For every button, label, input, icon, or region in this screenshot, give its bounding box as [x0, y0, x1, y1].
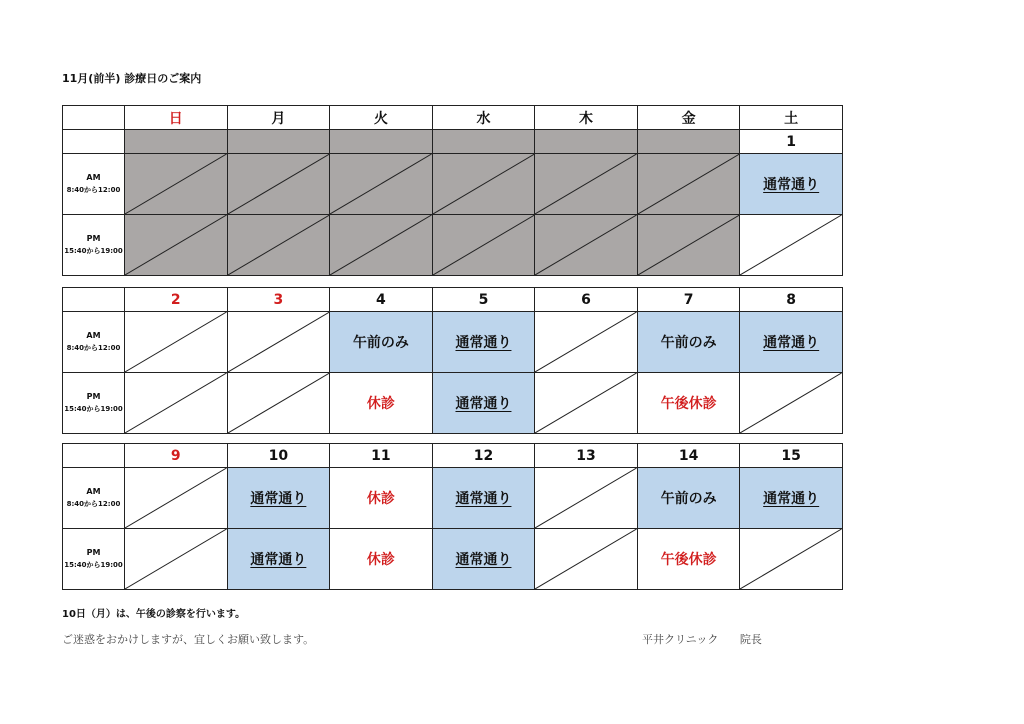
schedule-cell-grey	[330, 154, 433, 215]
schedule-cell-grey	[637, 215, 740, 276]
date-row-label-cell	[63, 288, 125, 312]
schedule-cell-closed	[330, 529, 433, 590]
date-cell: 1	[740, 130, 843, 154]
page-title: 11月(前半) 診療日のご案内	[62, 72, 202, 85]
date-cell	[125, 130, 228, 154]
date-cell	[637, 130, 740, 154]
schedule-status: 休診	[366, 491, 395, 507]
date-cell: 12	[432, 444, 535, 468]
diagonal-strike	[535, 154, 637, 214]
diagonal-strike	[125, 468, 227, 528]
pm-hours: 15:40から19:00	[64, 247, 123, 255]
date-cell: 15	[740, 444, 843, 468]
date-cell: 10	[227, 444, 330, 468]
diagonal-strike	[125, 529, 227, 589]
schedule-cell-closed	[637, 529, 740, 590]
schedule-cell-none	[125, 312, 228, 373]
schedule-table-week-3	[62, 443, 843, 590]
schedule-cell-none	[535, 529, 638, 590]
date-row-label-cell	[63, 444, 125, 468]
diagonal-strike	[228, 373, 330, 433]
schedule-cell-blue	[227, 468, 330, 529]
schedule-cell-closed	[330, 373, 433, 434]
diagonal-strike	[535, 312, 637, 372]
schedule-cell-grey	[330, 215, 433, 276]
schedule-cell-none	[740, 373, 843, 434]
schedule-table-week-1	[62, 105, 843, 276]
schedule-cell-grey	[125, 215, 228, 276]
diagonal-strike	[535, 215, 637, 275]
schedule-cell-none	[125, 529, 228, 590]
date-cell	[330, 130, 433, 154]
schedule-status: 午後休診	[660, 552, 717, 568]
diagonal-strike	[228, 154, 330, 214]
corner-cell	[63, 106, 125, 130]
pm-hours: 15:40から19:00	[64, 405, 123, 413]
date-cell: 3	[227, 288, 330, 312]
am-label: AM	[86, 331, 101, 340]
schedule-status: 午前のみ	[352, 335, 409, 351]
schedule-status: 午後休診	[660, 396, 717, 412]
schedule-cell-none	[535, 312, 638, 373]
schedule-cell-grey	[637, 154, 740, 215]
diagonal-strike	[433, 154, 535, 214]
schedule-cell-grey	[535, 215, 638, 276]
pm-label-cell	[63, 373, 125, 434]
notice-text: ご迷惑をおかけしますが、宜しくお願い致します。	[62, 633, 315, 646]
schedule-cell-blue	[227, 529, 330, 590]
schedule-status: 通常通り	[455, 396, 512, 412]
diagonal-strike	[228, 312, 330, 372]
schedule-cell-none	[740, 529, 843, 590]
weekday-mon: 月	[227, 106, 330, 130]
date-row	[63, 444, 843, 468]
schedule-cell-grey	[227, 215, 330, 276]
schedule-cell-none	[535, 468, 638, 529]
diagonal-strike	[740, 373, 842, 433]
schedule-status: 午前のみ	[660, 335, 717, 351]
am-label-cell	[63, 468, 125, 529]
schedule-cell-closed	[330, 468, 433, 529]
schedule-cell-grey	[432, 154, 535, 215]
date-cell: 4	[330, 288, 433, 312]
weekday-thu: 木	[535, 106, 638, 130]
schedule-status: 通常通り	[763, 177, 820, 193]
pm-label: PM	[86, 234, 101, 243]
schedule-cell-grey	[125, 154, 228, 215]
pm-row	[63, 373, 843, 434]
schedule-cell-blue	[432, 312, 535, 373]
schedule-cell-closed	[637, 373, 740, 434]
date-cell: 9	[125, 444, 228, 468]
pm-label-cell	[63, 529, 125, 590]
diagonal-strike	[535, 373, 637, 433]
am-label: AM	[86, 487, 101, 496]
pm-label: PM	[86, 548, 101, 557]
am-row	[63, 468, 843, 529]
schedule-status: 休診	[366, 552, 395, 568]
schedule-cell-blue	[740, 312, 843, 373]
schedule-cell-none	[125, 373, 228, 434]
schedule-status: 通常通り	[455, 552, 512, 568]
date-row	[63, 130, 843, 154]
schedule-status: 通常通り	[763, 491, 820, 507]
date-row-label-cell	[63, 130, 125, 154]
am-row	[63, 154, 843, 215]
date-cell: 6	[535, 288, 638, 312]
diagonal-strike	[228, 215, 330, 275]
weekday-wed: 水	[432, 106, 535, 130]
pm-label-cell	[63, 215, 125, 276]
diagonal-strike	[330, 215, 432, 275]
am-label-cell	[63, 312, 125, 373]
date-cell: 13	[535, 444, 638, 468]
date-cell: 14	[637, 444, 740, 468]
weekday-sat: 土	[740, 106, 843, 130]
diagonal-strike	[125, 373, 227, 433]
schedule-status: 通常通り	[250, 552, 307, 568]
weekday-sun: 日	[125, 106, 228, 130]
date-cell: 7	[637, 288, 740, 312]
weekday-tue: 火	[330, 106, 433, 130]
schedule-status: 通常通り	[763, 335, 820, 351]
schedule-cell-grey	[227, 154, 330, 215]
date-cell: 2	[125, 288, 228, 312]
am-hours: 8:40から12:00	[66, 500, 121, 508]
notice-bold: 10日（月）は、午後の診察を行います。	[62, 609, 246, 620]
schedule-cell-blue	[740, 154, 843, 215]
diagonal-strike	[740, 215, 842, 275]
schedule-cell-blue	[740, 468, 843, 529]
am-hours: 8:40から12:00	[66, 344, 121, 352]
schedule-status: 休診	[366, 396, 395, 412]
date-cell: 11	[330, 444, 433, 468]
schedule-cell-none	[535, 373, 638, 434]
schedule-cell-blue	[330, 312, 433, 373]
pm-row	[63, 529, 843, 590]
am-hours: 8:40から12:00	[66, 186, 121, 194]
weekday-fri: 金	[637, 106, 740, 130]
schedule-cell-blue	[637, 312, 740, 373]
diagonal-strike	[125, 154, 227, 214]
pm-hours: 15:40から19:00	[64, 561, 123, 569]
diagonal-strike	[638, 215, 740, 275]
schedule-cell-grey	[432, 215, 535, 276]
schedule-cell-blue	[637, 468, 740, 529]
schedule-cell-blue	[432, 468, 535, 529]
date-cell	[432, 130, 535, 154]
schedule-status: 午前のみ	[660, 491, 717, 507]
am-label-cell	[63, 154, 125, 215]
schedule-cell-none	[227, 373, 330, 434]
schedule-cell-blue	[432, 529, 535, 590]
diagonal-strike	[125, 312, 227, 372]
schedule-table-week-2	[62, 287, 843, 434]
date-row	[63, 288, 843, 312]
schedule-cell-grey	[535, 154, 638, 215]
clinic-signature: 平井クリニック 院長	[642, 633, 762, 646]
schedule-cell-none	[227, 312, 330, 373]
date-cell: 8	[740, 288, 843, 312]
date-cell	[227, 130, 330, 154]
schedule-cell-none	[125, 468, 228, 529]
weekday-header-row	[63, 106, 843, 130]
schedule-status: 通常通り	[250, 491, 307, 507]
diagonal-strike	[433, 215, 535, 275]
pm-label: PM	[86, 392, 101, 401]
am-row	[63, 312, 843, 373]
schedule-status: 通常通り	[455, 491, 512, 507]
diagonal-strike	[330, 154, 432, 214]
date-cell	[535, 130, 638, 154]
diagonal-strike	[535, 529, 637, 589]
date-cell: 5	[432, 288, 535, 312]
diagonal-strike	[125, 215, 227, 275]
schedule-status: 通常通り	[455, 335, 512, 351]
schedule-cell-none	[740, 215, 843, 276]
am-label: AM	[86, 173, 101, 182]
pm-row	[63, 215, 843, 276]
schedule-cell-blue	[432, 373, 535, 434]
diagonal-strike	[740, 529, 842, 589]
diagonal-strike	[535, 468, 637, 528]
diagonal-strike	[638, 154, 740, 214]
